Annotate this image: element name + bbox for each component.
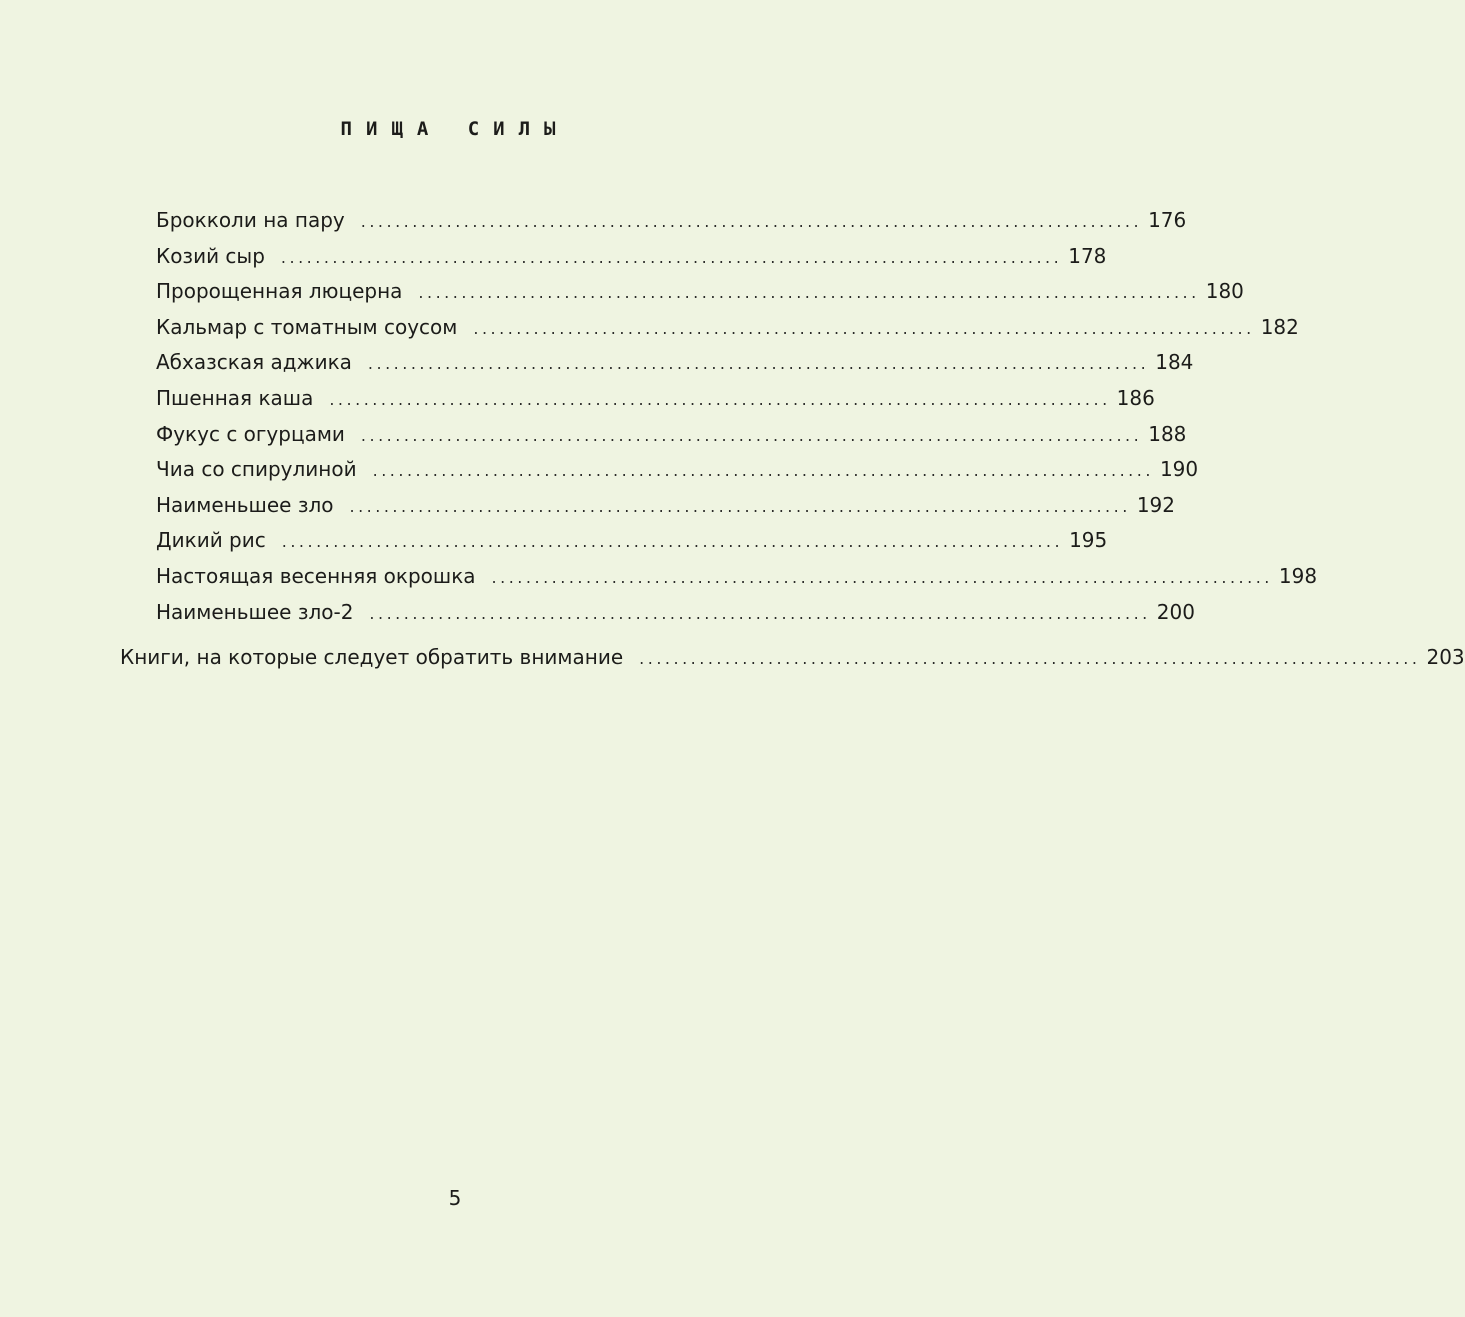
toc-leader: ........................................................................................... — [369, 603, 1151, 623]
toc-leader: ........................................................................................... — [360, 425, 1143, 445]
toc-entry-title: Абхазская аджика — [156, 350, 352, 375]
toc-entry-title: Пророщенная люцерна — [156, 279, 403, 304]
toc-entry[interactable] — [156, 381, 1155, 417]
toc-entry[interactable] — [156, 239, 1107, 275]
toc-extra-section — [120, 640, 1465, 676]
toc-entry[interactable] — [156, 417, 1187, 453]
toc-entry-page: 176 — [1148, 208, 1187, 232]
toc-entry-title: Кальмар с томатным соусом — [156, 314, 458, 339]
toc-entry-page: 182 — [1260, 314, 1299, 339]
toc-entry-page: 178 — [1068, 243, 1107, 268]
toc-leader: ........................................................................................... — [360, 212, 1143, 231]
toc-entry-title: Козий сыр — [156, 243, 265, 268]
toc-entry-title: Настоящая весенняя окрошка — [156, 563, 476, 588]
toc-entry-page: 190 — [1159, 457, 1199, 482]
toc-leader: ........................................................................................... — [418, 283, 1200, 303]
table-of-contents — [156, 203, 1318, 630]
toc-entry-page: 200 — [1156, 599, 1195, 624]
toc-entry-title: Дикий рис — [156, 528, 266, 553]
toc-entry-title: Наименьшее зло — [156, 492, 334, 517]
toc-entry[interactable] — [156, 345, 1194, 381]
toc-entry[interactable] — [156, 274, 1244, 310]
toc-entry-page: 188 — [1148, 421, 1187, 446]
toc-entry-page: 184 — [1155, 350, 1194, 375]
toc-leader: ........................................................................................... — [473, 318, 1255, 338]
toc-entry-page: 186 — [1116, 385, 1155, 410]
toc-entry[interactable] — [156, 310, 1299, 346]
toc-entry[interactable] — [156, 452, 1199, 488]
toc-leader: ........................................................................................... — [329, 389, 1111, 409]
toc-entry[interactable] — [156, 203, 1187, 239]
toc-entry-page: 195 — [1069, 528, 1108, 553]
toc-entry-page: 203 — [1426, 645, 1465, 669]
toc-leader: ........................................................................................... — [280, 247, 1063, 267]
toc-entry[interactable] — [156, 523, 1108, 559]
toc-entry-title: Пшенная каша — [156, 385, 314, 410]
toc-leader: ........................................................................................... — [367, 354, 1150, 374]
toc-entry-title: Книги, на которые следует обратить внимание — [120, 645, 624, 669]
toc-entry[interactable] — [156, 488, 1175, 524]
toc-entry-page: 180 — [1205, 279, 1244, 304]
toc-entry-title: Фукус с огурцами — [156, 421, 345, 446]
page-number: 5 — [448, 1186, 462, 1210]
toc-leader: ........................................................................................... — [639, 649, 1421, 668]
toc-entry-page: 198 — [1278, 563, 1318, 588]
toc-entry-title: Чиа со спирулиной — [156, 457, 357, 482]
toc-entry[interactable] — [156, 595, 1195, 631]
section-title: ПИЩА СИЛЫ — [340, 118, 570, 140]
toc-leader: ........................................................................................... — [491, 567, 1273, 587]
toc-entry-page: 192 — [1136, 492, 1175, 517]
toc-entry-title: Наименьшее зло-2 — [156, 599, 354, 624]
toc-leader: ........................................................................................... — [349, 496, 1131, 516]
toc-entry-title: Брокколи на пару — [156, 208, 345, 232]
toc-leader: ........................................................................................... — [372, 461, 1154, 481]
toc-entry-books[interactable] — [120, 640, 1465, 676]
toc-leader: ........................................................................................... — [281, 532, 1064, 552]
toc-entry[interactable] — [156, 559, 1318, 595]
